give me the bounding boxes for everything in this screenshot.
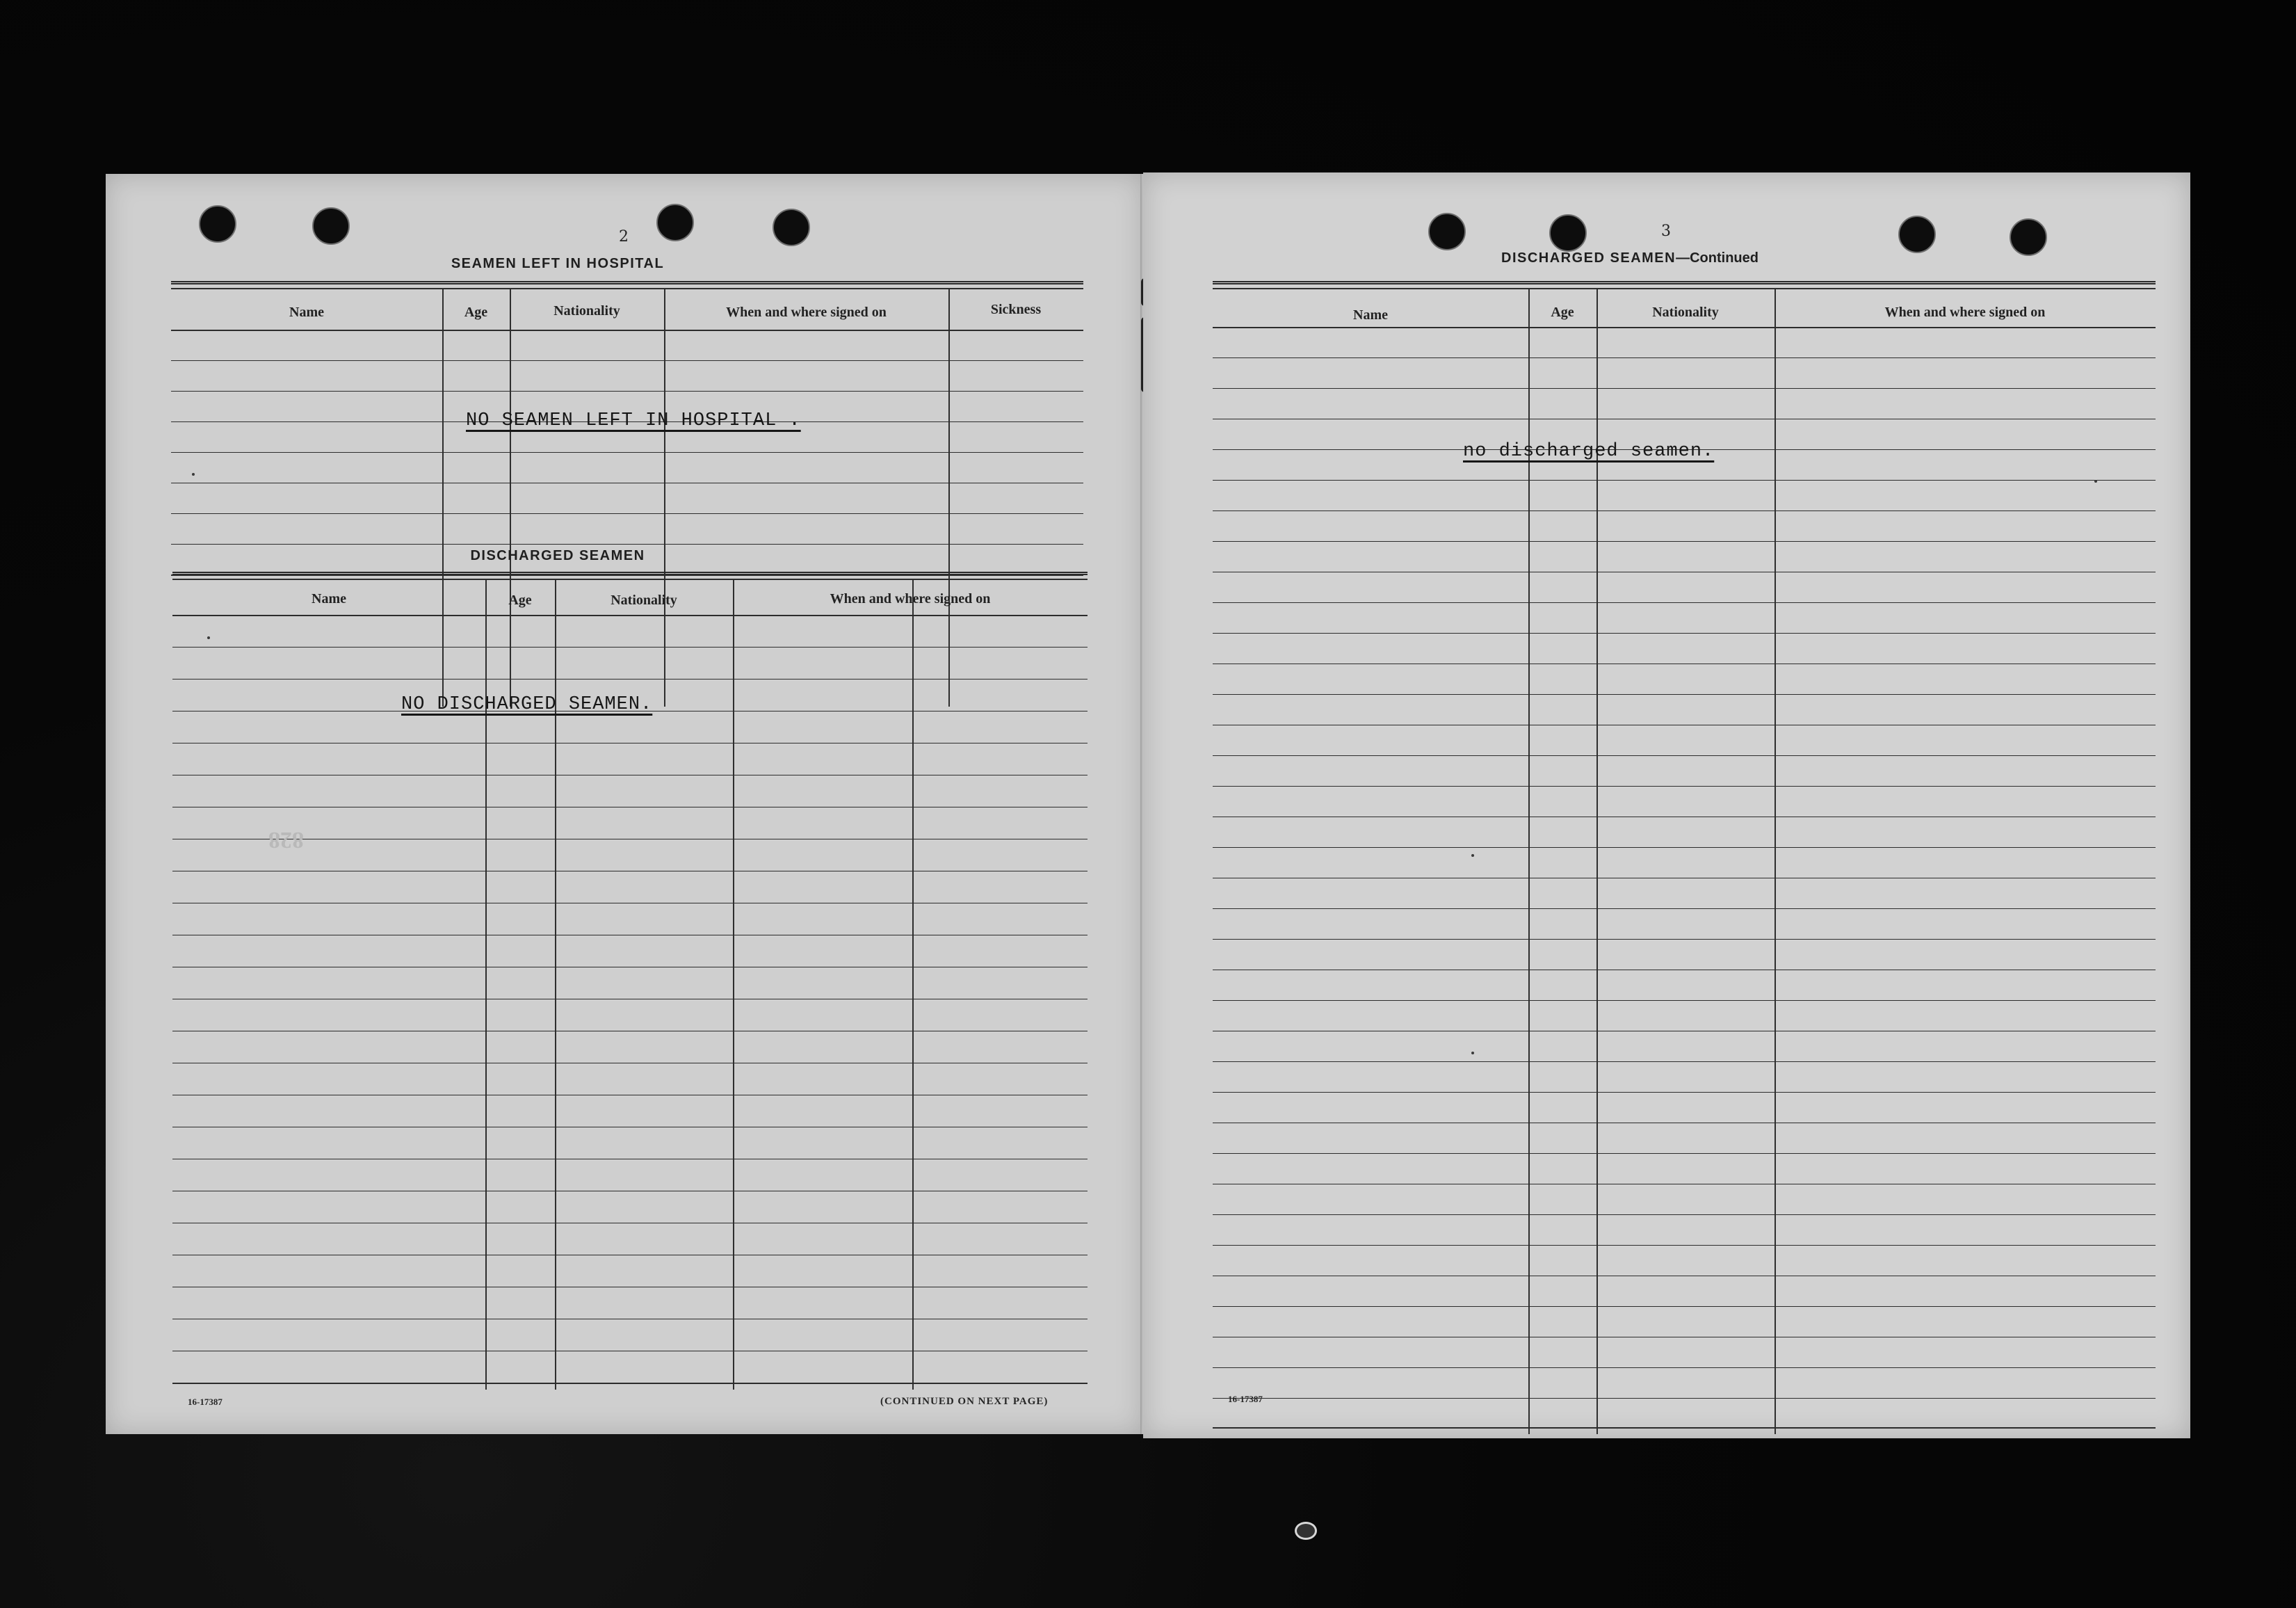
- column-header-age: Age: [464, 305, 488, 320]
- column-header-signed-on: When and where signed on: [1884, 305, 2046, 320]
- form-code: 16-17387: [188, 1397, 223, 1407]
- speck: [192, 473, 195, 476]
- typed-entry-discharged-continued: no discharged seamen.: [1463, 441, 1715, 462]
- column-header-signed-on: When and where signed on: [830, 591, 991, 606]
- column-header-nationality: Nationality: [1652, 305, 1719, 320]
- punch-hole: [2010, 218, 2047, 256]
- form-code: 16-17387: [1228, 1394, 1263, 1404]
- right-page: [1143, 172, 2190, 1438]
- section-title-discharged-continued: [1470, 250, 1790, 266]
- column-header-name: Name: [289, 305, 324, 320]
- page-number: 3: [1661, 223, 1671, 240]
- bleed-through-text: 828: [268, 827, 304, 853]
- column-header-name: Name: [312, 591, 346, 606]
- column-header-signed-on: When and where signed on: [726, 305, 887, 320]
- section-title-discharged: DISCHARGED SEAMEN: [470, 548, 645, 563]
- punch-hole: [773, 209, 810, 246]
- column-header-age: Age: [1551, 305, 1574, 320]
- column-header-nationality: Nationality: [553, 303, 620, 319]
- typed-entry-hospital: NO SEAMEN LEFT IN HOSPITAL .: [466, 410, 801, 431]
- punch-hole: [1898, 216, 1936, 253]
- speck: [1471, 1052, 1474, 1054]
- column-header-name: Name: [1353, 307, 1388, 323]
- speck: [1471, 854, 1474, 857]
- punch-hole: [312, 207, 350, 245]
- typed-entry-discharged: NO DISCHARGED SEAMEN.: [401, 694, 653, 715]
- column-header-nationality: Nationality: [611, 593, 677, 608]
- debris-speck: [1295, 1522, 1317, 1540]
- speck: [2094, 480, 2097, 483]
- column-header-age: Age: [508, 593, 532, 608]
- section-title-text: DISCHARGED SEAMEN: [1501, 250, 1676, 266]
- punch-hole: [1549, 214, 1587, 252]
- continued-note: (CONTINUED ON NEXT PAGE): [880, 1396, 1049, 1407]
- speck: [207, 636, 210, 639]
- section-title-suffix: —Continued: [1676, 250, 1759, 266]
- punch-hole: [656, 204, 694, 241]
- column-header-sickness: Sickness: [990, 302, 1042, 317]
- page-number: 2: [619, 228, 629, 246]
- section-title-hospital: SEAMEN LEFT IN HOSPITAL: [451, 256, 665, 271]
- left-page: [106, 174, 1143, 1434]
- punch-hole: [1428, 213, 1466, 250]
- punch-hole: [199, 205, 236, 243]
